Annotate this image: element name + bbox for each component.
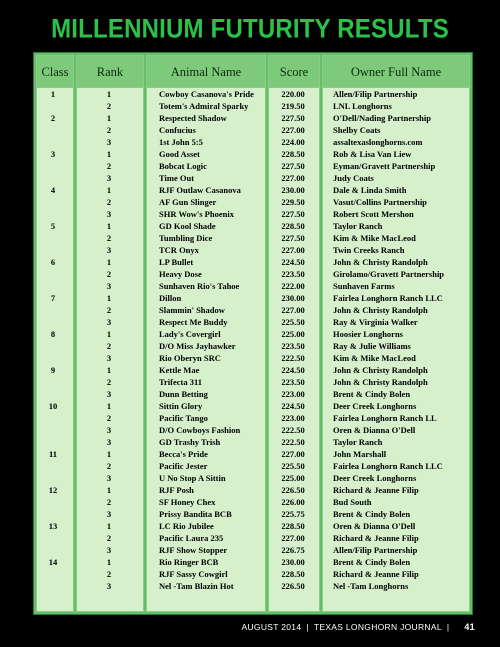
cell-owner: Robert Scott Mershon (333, 209, 414, 219)
cell-animal: RJF Posh (159, 485, 194, 495)
footer-separator: | (306, 622, 309, 632)
cell-class: 2 (50, 113, 56, 123)
cell-score: 230.00 (281, 557, 305, 567)
table-row (34, 389, 472, 400)
header-class: Class (36, 55, 74, 88)
table-row (34, 437, 472, 448)
cell-animal: AF Gun Slinger (159, 197, 217, 207)
cell-score: 226.50 (281, 581, 305, 591)
cell-rank: 3 (106, 581, 112, 591)
cell-rank: 1 (106, 185, 112, 195)
cell-animal: Bobcat Logic (159, 161, 207, 171)
cell-animal: Kettle Mae (159, 365, 200, 375)
table-row (34, 185, 472, 196)
cell-rank: 2 (106, 269, 112, 279)
table-row (34, 317, 472, 328)
cell-score: 230.00 (281, 185, 305, 195)
cell-rank: 1 (106, 257, 112, 267)
table-row (34, 113, 472, 124)
cell-class: 10 (48, 401, 58, 411)
cell-class: 12 (48, 485, 58, 495)
cell-animal: Pacific Tango (159, 413, 208, 423)
cell-rank: 2 (106, 413, 112, 423)
cell-animal: Dunn Betting (159, 389, 208, 399)
cell-owner: Sunhaven Farms (333, 281, 395, 291)
cell-owner: Shelby Coats (333, 125, 381, 135)
cell-owner: Bud South (333, 497, 372, 507)
cell-rank: 1 (106, 113, 112, 123)
table-row (34, 533, 472, 544)
cell-rank: 3 (106, 317, 112, 327)
cell-rank: 1 (106, 365, 112, 375)
cell-rank: 1 (106, 557, 112, 567)
table-row (34, 569, 472, 580)
table-row (34, 413, 472, 424)
cell-rank: 2 (106, 377, 112, 387)
cell-rank: 1 (106, 149, 112, 159)
cell-score: 223.50 (281, 269, 305, 279)
cell-rank: 1 (106, 293, 112, 303)
table-row (34, 365, 472, 376)
cell-class: 6 (50, 257, 56, 267)
cell-score: 230.00 (281, 293, 305, 303)
cell-class: 9 (50, 365, 56, 375)
cell-animal: Respect Me Buddy (159, 317, 228, 327)
cell-class: 5 (50, 221, 56, 231)
cell-rank: 1 (106, 89, 112, 99)
cell-owner: Vasut/Collins Partnership (333, 197, 427, 207)
cell-score: 222.50 (281, 425, 305, 435)
cell-class: 14 (48, 557, 58, 567)
cell-class: 11 (48, 449, 58, 459)
table-row (34, 401, 472, 412)
table-row (34, 101, 472, 112)
cell-rank: 2 (106, 161, 112, 171)
cell-owner: Nel -Tam Longhorns (333, 581, 409, 591)
cell-score: 223.50 (281, 341, 305, 351)
cell-animal: Totem's Admiral Sparky (159, 101, 249, 111)
cell-rank: 1 (106, 329, 112, 339)
table-row (34, 425, 472, 436)
cell-animal: LP Bullet (159, 257, 194, 267)
cell-owner: assaltexaslonghorns.com (333, 137, 423, 147)
table-row (34, 581, 472, 592)
cell-score: 220.00 (281, 89, 305, 99)
cell-animal: Dillon (159, 293, 182, 303)
cell-score: 223.00 (281, 389, 305, 399)
table-row (34, 209, 472, 220)
cell-score: 224.50 (281, 401, 305, 411)
cell-animal: U No Stop A Sittin (159, 473, 226, 483)
table-row (34, 221, 472, 232)
cell-owner: Taylor Ranch (333, 221, 383, 231)
cell-score: 222.50 (281, 437, 305, 447)
cell-score: 225.50 (281, 317, 305, 327)
cell-rank: 1 (106, 401, 112, 411)
cell-score: 227.50 (281, 161, 305, 171)
header-score: Score (268, 55, 320, 88)
cell-rank: 3 (106, 353, 112, 363)
cell-animal: Good Asset (159, 149, 200, 159)
cell-rank: 3 (106, 437, 112, 447)
cell-rank: 2 (106, 461, 112, 471)
cell-owner: Ray & Julie Williams (333, 341, 411, 351)
table-row (34, 341, 472, 352)
cell-score: 223.50 (281, 377, 305, 387)
cell-rank: 3 (106, 281, 112, 291)
cell-rank: 1 (106, 449, 112, 459)
cell-animal: Lady's Covergirl (159, 329, 221, 339)
cell-rank: 2 (106, 125, 112, 135)
cell-score: 227.00 (281, 533, 305, 543)
cell-animal: Confucius (159, 125, 196, 135)
header-animal-name: Animal Name (146, 55, 266, 88)
cell-animal: TCR Onyx (159, 245, 199, 255)
cell-owner: John Marshall (333, 449, 387, 459)
cell-owner: Brent & Cindy Bolen (333, 389, 411, 399)
cell-score: 219.50 (281, 101, 305, 111)
cell-animal: RJF Sassy Cowgirl (159, 569, 228, 579)
cell-score: 227.50 (281, 233, 305, 243)
cell-rank: 2 (106, 341, 112, 351)
cell-owner: Hoosier Longhorns (333, 329, 403, 339)
cell-class: 7 (50, 293, 56, 303)
cell-owner: Twin Creeks Ranch (333, 245, 405, 255)
cell-animal: LC Rio Jubilee (159, 521, 214, 531)
cell-score: 225.00 (281, 473, 305, 483)
table-row (34, 473, 472, 484)
cell-rank: 2 (106, 197, 112, 207)
table-row (34, 161, 472, 172)
cell-owner: Fairlea Longhorn Ranch LLC (333, 461, 443, 471)
cell-owner: Eyman/Gravett Partnership (333, 161, 436, 171)
cell-animal: Pacific Laura 235 (159, 533, 224, 543)
cell-animal: Prissy Bandita BCB (159, 509, 232, 519)
cell-owner: Kim & Mike MacLeod (333, 353, 416, 363)
table-row (34, 281, 472, 292)
issue-date: AUGUST 2014 (241, 622, 302, 632)
cell-animal: Cowboy Casanova's Pride (159, 89, 254, 99)
page-number: 41 (464, 622, 475, 632)
cell-score: 228.50 (281, 521, 305, 531)
cell-animal: Trifecta 311 (159, 377, 203, 387)
table-row (34, 137, 472, 148)
table-row (34, 89, 472, 100)
table-row (34, 521, 472, 532)
cell-owner: Allen/Filip Partnership (333, 545, 418, 555)
table-row (34, 377, 472, 388)
cell-animal: Nel -Tam Blazin Hot (159, 581, 234, 591)
table-row (34, 353, 472, 364)
publication-name: TEXAS LONGHORN JOURNAL (313, 622, 442, 632)
cell-animal: Time Out (159, 173, 195, 183)
cell-owner: Deer Creek Longhorns (333, 473, 417, 483)
table-row (34, 509, 472, 520)
cell-score: 225.50 (281, 461, 305, 471)
cell-score: 227.00 (281, 173, 305, 183)
cell-animal: SHR Wow's Phoenix (159, 209, 234, 219)
cell-animal: D/O Cowboys Fashion (159, 425, 241, 435)
header-rank: Rank (76, 55, 144, 88)
cell-rank: 2 (106, 233, 112, 243)
cell-rank: 1 (106, 221, 112, 231)
cell-owner: Rob & Lisa Van Liew (333, 149, 412, 159)
table-row (34, 305, 472, 316)
cell-rank: 3 (106, 509, 112, 519)
cell-owner: Dale & Linda Smith (333, 185, 407, 195)
cell-animal: Rio Oberyn SRC (159, 353, 221, 363)
cell-animal: RJF Show Stopper (159, 545, 228, 555)
cell-score: 224.50 (281, 365, 305, 375)
table-row (34, 233, 472, 244)
cell-score: 224.00 (281, 137, 305, 147)
cell-owner: Allen/Filip Partnership (333, 89, 418, 99)
cell-animal: Rio Ringer BCB (159, 557, 219, 567)
cell-owner: John & Christy Randolph (333, 377, 428, 387)
cell-score: 228.50 (281, 569, 305, 579)
cell-score: 225.00 (281, 329, 305, 339)
table-row (34, 449, 472, 460)
cell-owner: John & Christy Randolph (333, 257, 428, 267)
cell-score: 227.00 (281, 305, 305, 315)
cell-rank: 1 (106, 485, 112, 495)
table-row (34, 329, 472, 340)
cell-score: 226.50 (281, 485, 305, 495)
cell-rank: 3 (106, 209, 112, 219)
cell-owner: Taylor Ranch (333, 437, 383, 447)
table-row (34, 173, 472, 184)
cell-animal: Becca's Pride (159, 449, 208, 459)
cell-owner: Fairlea Longhorn Ranch LL (333, 413, 437, 423)
cell-owner: Oren & Dianna O'Dell (333, 425, 416, 435)
cell-animal: GD Kool Shade (159, 221, 216, 231)
cell-score: 227.50 (281, 209, 305, 219)
cell-rank: 3 (106, 389, 112, 399)
cell-class: 4 (50, 185, 56, 195)
cell-rank: 2 (106, 305, 112, 315)
table-row (34, 293, 472, 304)
table-row (34, 149, 472, 160)
cell-score: 222.00 (281, 281, 305, 291)
cell-score: 229.50 (281, 197, 305, 207)
cell-animal: Sunhaven Rio's Tahoe (159, 281, 240, 291)
cell-owner: Ray & Virginia Walker (333, 317, 418, 327)
cell-rank: 2 (106, 533, 112, 543)
table-row (34, 485, 472, 496)
cell-rank: 3 (106, 173, 112, 183)
table-row (34, 245, 472, 256)
table-row (34, 557, 472, 568)
cell-animal: Pacific Jester (159, 461, 208, 471)
header-owner-full-name: Owner Full Name (322, 55, 470, 88)
cell-score: 224.50 (281, 257, 305, 267)
cell-rank: 2 (106, 101, 112, 111)
cell-animal: Heavy Dose (159, 269, 202, 279)
cell-animal: Respected Shadow (159, 113, 227, 123)
cell-owner: Richard & Jeanne Filip (333, 569, 419, 579)
table-row (34, 545, 472, 556)
cell-rank: 3 (106, 473, 112, 483)
cell-owner: John & Christy Randolph (333, 305, 428, 315)
table-row (34, 197, 472, 208)
cell-rank: 3 (106, 425, 112, 435)
cell-class: 13 (48, 521, 58, 531)
cell-animal: Slammin' Shadow (159, 305, 225, 315)
cell-owner: John & Christy Randolph (333, 365, 428, 375)
cell-score: 223.00 (281, 413, 305, 423)
cell-animal: D/O Miss Jayhawker (159, 341, 236, 351)
cell-score: 228.50 (281, 221, 305, 231)
cell-score: 227.00 (281, 125, 305, 135)
cell-score: 228.50 (281, 149, 305, 159)
cell-rank: 3 (106, 245, 112, 255)
cell-owner: LNL Longhorns (333, 101, 392, 111)
cell-animal: Tumbling Dice (159, 233, 213, 243)
cell-score: 227.50 (281, 113, 305, 123)
cell-class: 1 (50, 89, 56, 99)
results-table (33, 52, 473, 615)
cell-owner: Brent & Cindy Bolen (333, 509, 411, 519)
page-footer (0, 622, 475, 632)
cell-score: 226.75 (281, 545, 305, 555)
cell-rank: 3 (106, 545, 112, 555)
cell-owner: Oren & Dianna O'Dell (333, 521, 416, 531)
cell-owner: Judy Coats (333, 173, 374, 183)
cell-animal: SF Honey Chex (159, 497, 216, 507)
cell-score: 225.75 (281, 509, 305, 519)
cell-owner: Richard & Jeanne Filip (333, 485, 419, 495)
cell-rank: 1 (106, 521, 112, 531)
cell-owner: Deer Creek Longhorns (333, 401, 417, 411)
cell-score: 222.50 (281, 353, 305, 363)
footer-page-separator: | (446, 622, 450, 632)
cell-rank: 3 (106, 137, 112, 147)
cell-animal: 1st John 5:5 (159, 137, 203, 147)
cell-score: 227.00 (281, 245, 305, 255)
cell-class: 3 (50, 149, 56, 159)
cell-owner: Girolamo/Gravett Partnership (333, 269, 445, 279)
cell-class: 8 (50, 329, 56, 339)
table-row (34, 257, 472, 268)
cell-score: 227.00 (281, 449, 305, 459)
table-row (34, 125, 472, 136)
cell-rank: 2 (106, 497, 112, 507)
cell-animal: RJF Outlaw Casanova (159, 185, 241, 195)
cell-animal: Sittin Glory (159, 401, 203, 411)
cell-owner: Fairlea Longhorn Ranch LLC (333, 293, 443, 303)
cell-owner: Brent & Cindy Bolen (333, 557, 411, 567)
cell-owner: Richard & Jeanne Filip (333, 533, 419, 543)
page-title: MILLENNIUM FUTURITY RESULTS (51, 14, 449, 45)
table-row (34, 497, 472, 508)
cell-animal: GD Trashy Trish (159, 437, 221, 447)
table-row (34, 269, 472, 280)
table-row (34, 461, 472, 472)
cell-rank: 2 (106, 569, 112, 579)
cell-owner: O'Dell/Nading Partnership (333, 113, 431, 123)
cell-owner: Kim & Mike MacLeod (333, 233, 416, 243)
cell-score: 226.00 (281, 497, 305, 507)
